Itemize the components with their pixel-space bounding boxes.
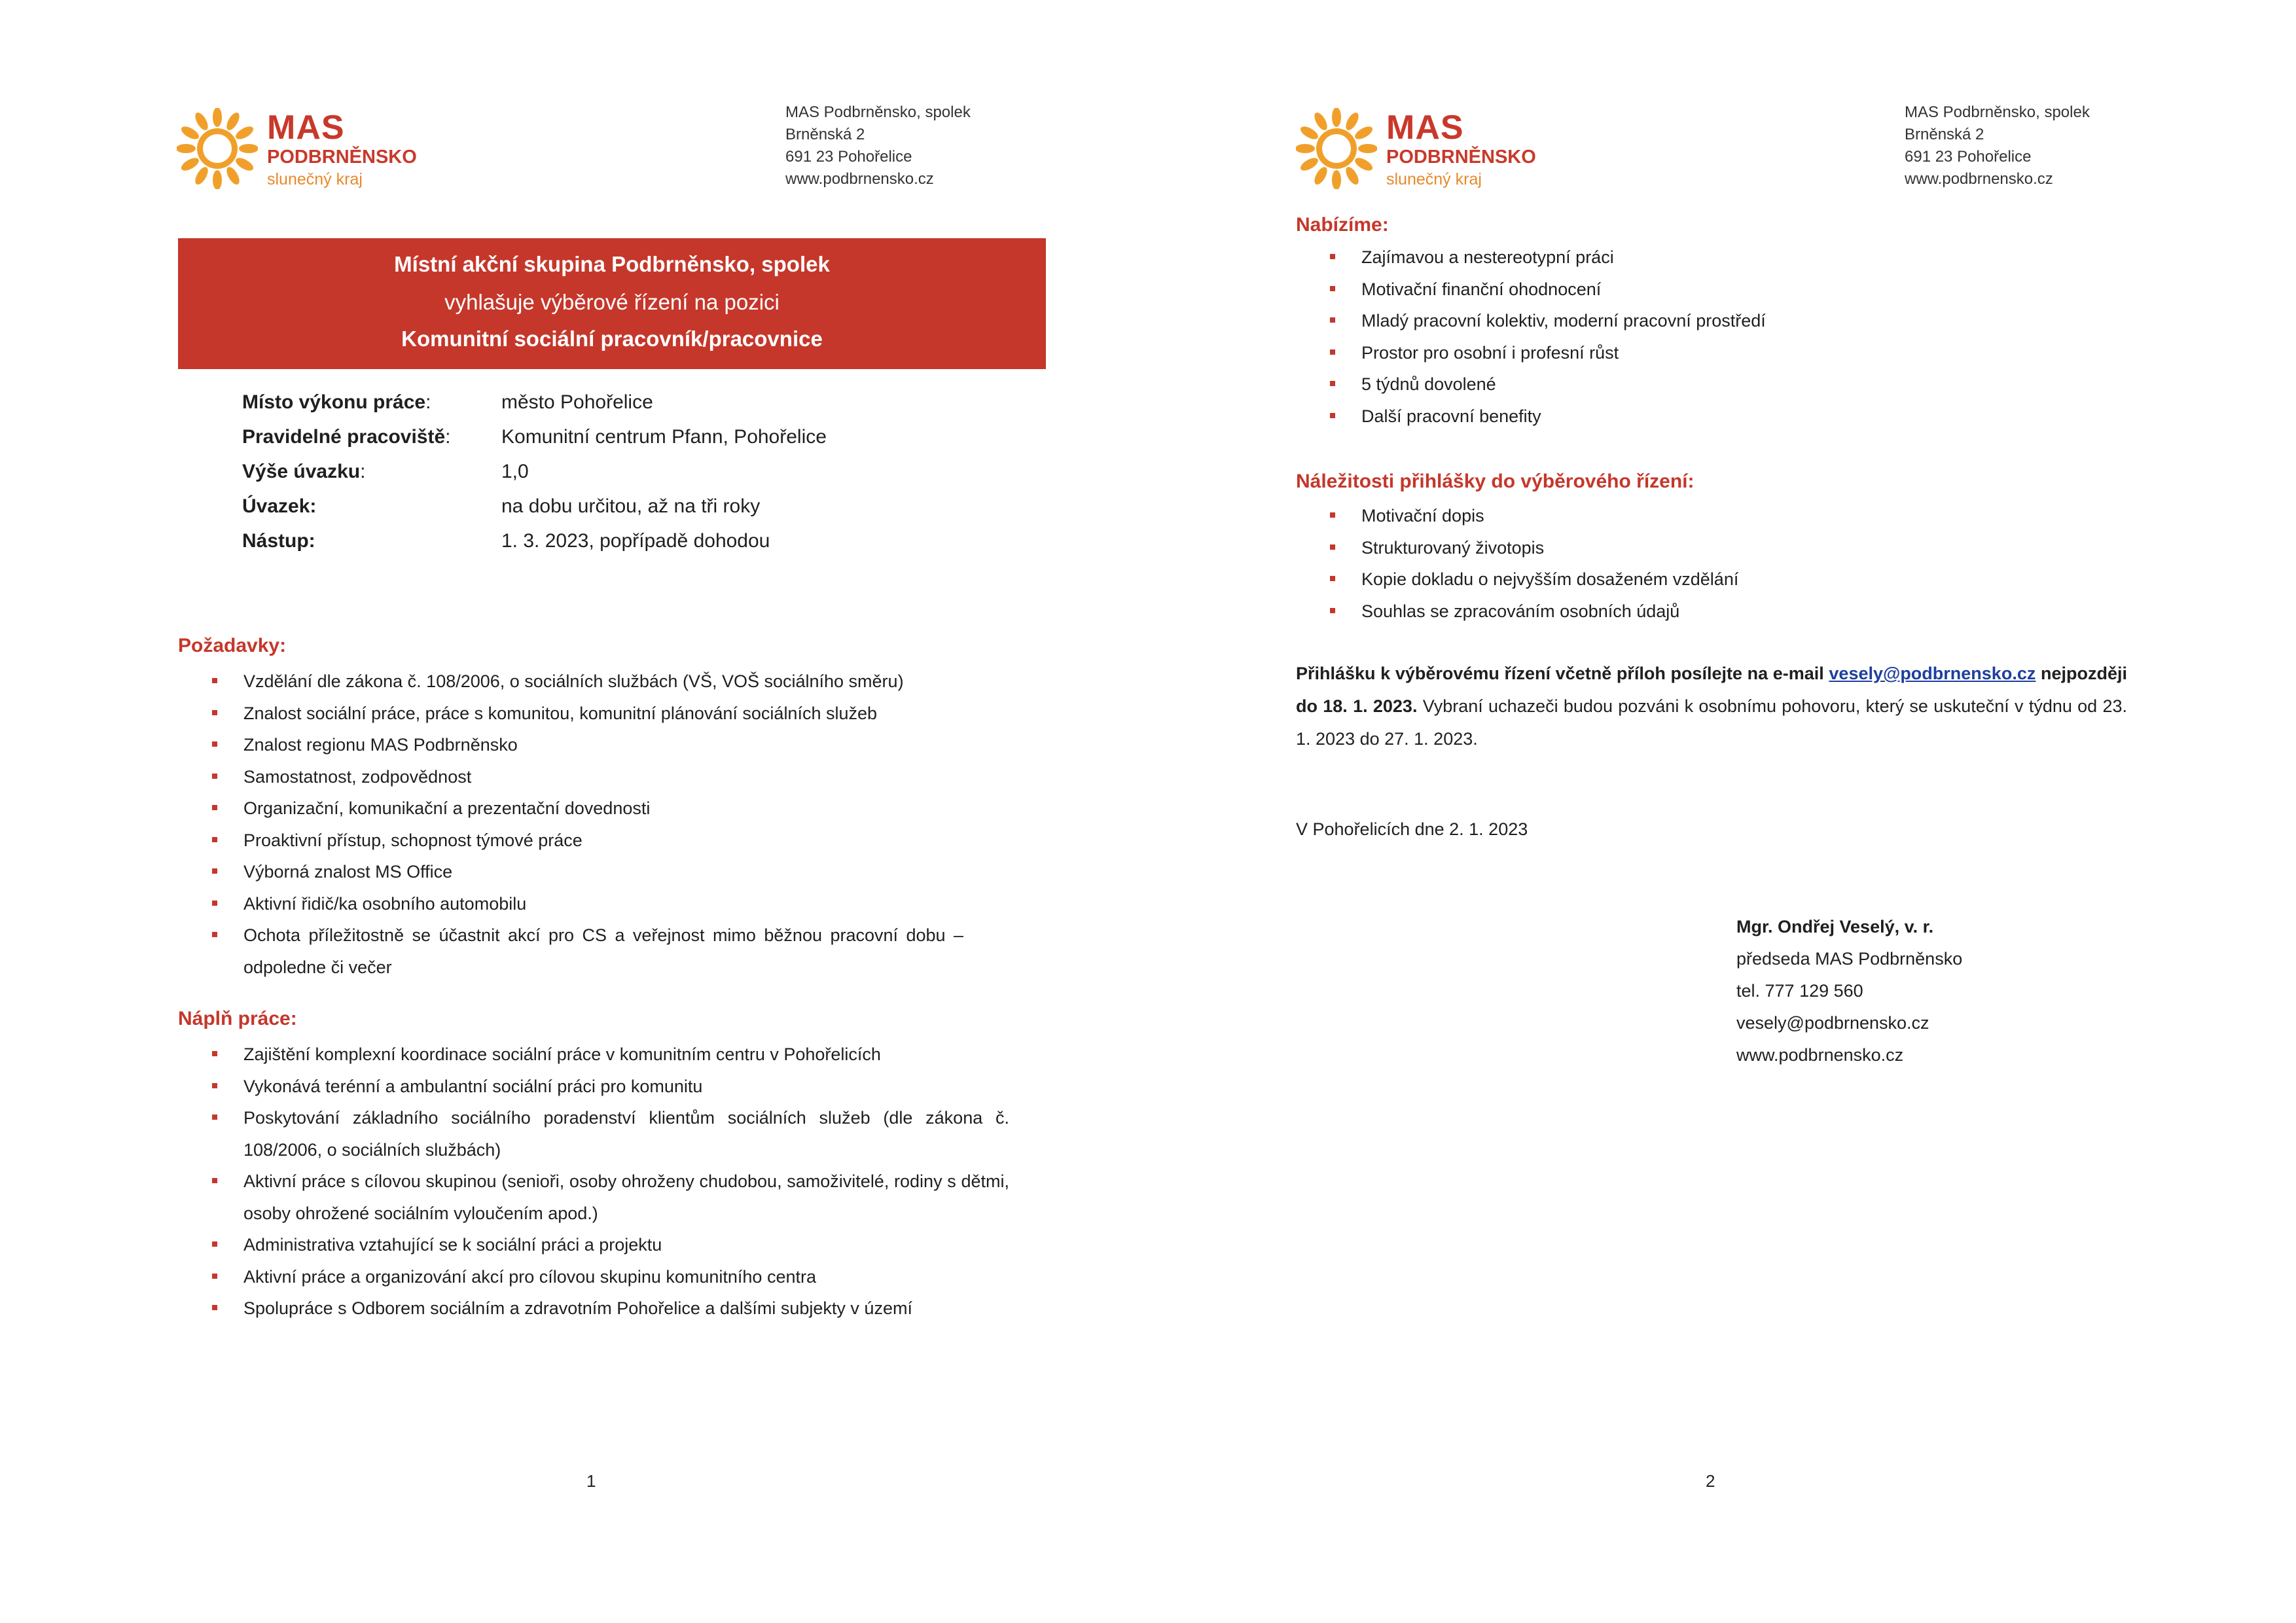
list-item: Souhlas se zpracováním osobních údajů xyxy=(1329,596,2049,628)
logo-name: MAS xyxy=(267,109,345,147)
bullet-icon xyxy=(1330,413,1335,418)
list-item: Ochota příležitostně se účastnit akcí pro CS a veřejnost mimo běžnou pracovní dobu – odpoledne či večer xyxy=(211,919,963,983)
application-requirements-list xyxy=(1329,500,2049,627)
signatory-name: Mgr. Ondřej Veselý, v. r. xyxy=(1736,917,1934,936)
mas-logo xyxy=(177,108,425,193)
document-page-2 xyxy=(1148,0,2296,1623)
list-item: Znalost regionu MAS Podbrněnsko xyxy=(211,729,996,761)
bullet-icon xyxy=(212,1178,217,1183)
bullet-icon xyxy=(212,1115,217,1120)
list-item: Další pracovní benefity xyxy=(1329,401,2049,433)
address-line: 691 23 Pohořelice xyxy=(1905,148,2032,166)
email-link[interactable]: vesely@podbrnensko.cz xyxy=(1829,664,2036,683)
info-label: Výše úvazku xyxy=(242,461,361,482)
section-heading-requirements: Požadavky: xyxy=(178,635,287,656)
info-label: Nástup: xyxy=(242,530,315,552)
banner-position: Komunitní sociální pracovník/pracovnice xyxy=(401,327,823,351)
list-item: Motivační finanční ohodnocení xyxy=(1329,274,2049,306)
bullet-icon xyxy=(1330,381,1335,386)
info-label: Pravidelné pracoviště xyxy=(242,426,446,448)
info-value: 1. 3. 2023, popřípadě dohodou xyxy=(501,530,770,552)
logo-tagline: slunečný kraj xyxy=(267,170,363,188)
address-line: 691 23 Pohořelice xyxy=(785,148,912,166)
section-heading-application-requirements: Náležitosti přihlášky do výběrového řízení: xyxy=(1296,471,1695,492)
info-label: Místo výkonu práce xyxy=(242,391,426,413)
document-page-1: MAS PODBRNĚNSKO slunečný kraj MAS Podbrněnsko, spolek Brněnská 2 691 23 Pohořelice www.podbrnensko.cz Místní akční skupina Podbrněnsko, spolek vyhlašuje výběrové řízení na pozici Komunitní sociální pracovník/pracovnice Místo výkonu práce: město Pohořelice Pravidelné pracoviště: Komunitní centrum Pfann, Pohořelice Výše úvazku: 1,0 Úvazek: na dobu určitou, až na tři roky Nástup: 1. 3. 2023, popřípadě dohodou Požadavky: Vzdělání dle zákona č. 108/2006, o sociálních službách (VŠ, VOŠ sociálního směru) Znalost sociální práce, práce s komunitou, komunitní plánování sociálních služeb Znalost regionu MAS Podbrněnsko Samostatnost, zodpovědnost Organizační, komunikační a prezentační dovednosti Proaktivní přístup, schopnost týmové práce Výborná znalost MS Office Aktivní řidič/ka osobního automobilu Ochota příležitostně se účastnit akcí pro CS a veřejnost mimo běžnou pracovní dobu – odpoledne či večer Náplň práce: Zajištění komplexní koordinace sociální práce v komunitním centru v Pohořelicích Vykonává terénní a ambulantní sociální práci pro komunitu Poskytování základního sociálního poradenství klientům sociálních služeb (dle zákona č. 108/2006, o sociálních službách) Aktivní práce s cílovou skupinou (senioři, osoby ohroženy chudobou, samoživitelé, rodiny s dětmi, osoby ohrožené sociálním vyloučením apod.) Administrativa vztahující se k sociální práci a projektu Aktivní práce a organizování akcí pro cílovou skupinu komunitního centra Spolupráce s Odborem sociálním a zdravotním Pohořelice a dalšími subjekty v území 1 xyxy=(0,0,1148,1623)
info-value: Komunitní centrum Pfann, Pohořelice xyxy=(501,426,827,448)
banner-organization: Místní akční skupina Podbrněnsko, spolek xyxy=(394,252,830,276)
list-item: Aktivní práce s cílovou skupinou (senioři, osoby ohroženy chudobou, samoživitelé, rodiny s dětmi, osoby ohrožené sociálním vyloučením apod.) xyxy=(211,1166,1009,1229)
bullet-icon xyxy=(212,805,217,810)
job-duties-list xyxy=(211,1039,1009,1325)
bullet-icon xyxy=(1330,286,1335,291)
list-item: Mladý pracovní kolektiv, moderní pracovní prostředí xyxy=(1329,305,2049,337)
bullet-icon xyxy=(212,1274,217,1279)
info-label: Úvazek: xyxy=(242,495,317,517)
bullet-icon xyxy=(212,774,217,779)
bullet-icon xyxy=(1330,608,1335,613)
bullet-icon xyxy=(212,1241,217,1247)
list-item: Znalost sociální práce, práce s komunitou, komunitní plánování sociálních služeb xyxy=(211,698,996,730)
list-item: Zajištění komplexní koordinace sociální práce v komunitním centru v Pohořelicích xyxy=(211,1039,1009,1071)
signatory-phone: tel. 777 129 560 xyxy=(1736,981,1863,1001)
mas-logo xyxy=(1296,108,1545,193)
signatory-email: vesely@podbrnensko.cz xyxy=(1736,1013,1929,1033)
info-value: 1,0 xyxy=(501,461,529,482)
list-item: Motivační dopis xyxy=(1329,500,2049,532)
offer-list xyxy=(1329,241,2049,432)
list-item: Poskytování základního sociálního poradenství klientům sociálních služeb (dle zákona č. 108/2006, o sociálních službách) xyxy=(211,1102,1009,1166)
bullet-icon xyxy=(212,741,217,747)
sun-icon xyxy=(177,108,258,189)
logo-name: MAS xyxy=(1386,109,1464,147)
bullet-icon xyxy=(1330,512,1335,518)
list-item: Proaktivní přístup, schopnost týmové práce xyxy=(211,825,996,857)
bullet-icon xyxy=(1330,254,1335,259)
bullet-icon xyxy=(1330,317,1335,323)
bullet-icon xyxy=(212,868,217,874)
list-item: Samostatnost, zodpovědnost xyxy=(211,761,996,793)
bullet-icon xyxy=(1330,349,1335,355)
list-item: 5 týdnů dovolené xyxy=(1329,368,2049,401)
list-item: Vzdělání dle zákona č. 108/2006, o sociálních službách (VŠ, VOŠ sociálního směru) xyxy=(211,666,996,698)
application-instructions xyxy=(1296,657,2127,755)
application-details: Vybraní uchazeči budou pozváni k osobnímu pohovoru, který se uskuteční v týdnu od 23. 1. 2023 do 27. 1. 2023. xyxy=(1296,696,2127,749)
address-line: MAS Podbrněnsko, spolek xyxy=(785,103,971,121)
list-item: Aktivní práce a organizování akcí pro cílovou skupinu komunitního centra xyxy=(211,1261,1009,1293)
bullet-icon xyxy=(212,901,217,906)
sun-icon xyxy=(1296,108,1377,189)
list-item: Kopie dokladu o nejvyšším dosaženém vzdělání xyxy=(1329,563,2049,596)
list-item: Vykonává terénní a ambulantní sociální práci pro komunitu xyxy=(211,1071,1009,1103)
signature-block xyxy=(1736,911,1962,1071)
list-item: Zajímavou a nestereotypní práci xyxy=(1329,241,2049,274)
page-number: 1 xyxy=(586,1471,596,1491)
address-line: Brněnská 2 xyxy=(785,126,865,143)
requirements-list xyxy=(211,666,996,983)
page-number: 2 xyxy=(1706,1471,1715,1491)
bullet-icon xyxy=(212,678,217,683)
list-item: Organizační, komunikační a prezentační dovednosti xyxy=(211,793,996,825)
signatory-web: www.podbrnensko.cz xyxy=(1736,1045,1904,1065)
bullet-icon xyxy=(1330,544,1335,550)
bullet-icon xyxy=(212,1051,217,1056)
info-value: na dobu určitou, až na tři roky xyxy=(501,495,761,517)
list-item: Aktivní řidič/ka osobního automobilu xyxy=(211,888,996,920)
logo-subname: PODBRNĚNSKO xyxy=(1386,147,1536,168)
title-banner xyxy=(178,238,1046,369)
signatory-role: předseda MAS Podbrněnsko xyxy=(1736,949,1963,969)
bullet-icon xyxy=(212,932,217,937)
bullet-icon xyxy=(1330,576,1335,581)
address-line: MAS Podbrněnsko, spolek xyxy=(1905,103,2090,121)
address-web: www.podbrnensko.cz xyxy=(785,170,934,188)
list-item: Prostor pro osobní i profesní růst xyxy=(1329,337,2049,369)
logo-tagline: slunečný kraj xyxy=(1386,170,1482,188)
address-block xyxy=(785,101,971,190)
logo-subname: PODBRNĚNSKO xyxy=(267,147,417,168)
banner-announcement: vyhlašuje výběrové řízení na pozici xyxy=(444,290,780,314)
section-heading-offer: Nabízíme: xyxy=(1296,214,1389,236)
place-date: V Pohořelicích dne 2. 1. 2023 xyxy=(1296,819,1528,839)
bullet-icon xyxy=(212,1305,217,1310)
list-item: Strukturovaný životopis xyxy=(1329,532,2049,564)
address-block xyxy=(1905,101,2090,190)
application-deadline: nejpozději do 18. 1. 2023. xyxy=(1296,664,2127,716)
application-intro: Přihlášku k výběrovému řízení včetně příloh posílejte na e-mail xyxy=(1296,664,1824,683)
address-line: Brněnská 2 xyxy=(1905,126,1984,143)
info-value: město Pohořelice xyxy=(501,391,653,413)
list-item: Administrativa vztahující se k sociální práci a projektu xyxy=(211,1229,1009,1261)
bullet-icon xyxy=(212,710,217,715)
list-item: Spolupráce s Odborem sociálním a zdravotním Pohořelice a dalšími subjekty v území xyxy=(211,1293,1009,1325)
bullet-icon xyxy=(212,1083,217,1088)
section-heading-job-duties: Náplň práce: xyxy=(178,1008,297,1029)
bullet-icon xyxy=(212,837,217,842)
list-item: Výborná znalost MS Office xyxy=(211,856,996,888)
address-web: www.podbrnensko.cz xyxy=(1905,170,2053,188)
